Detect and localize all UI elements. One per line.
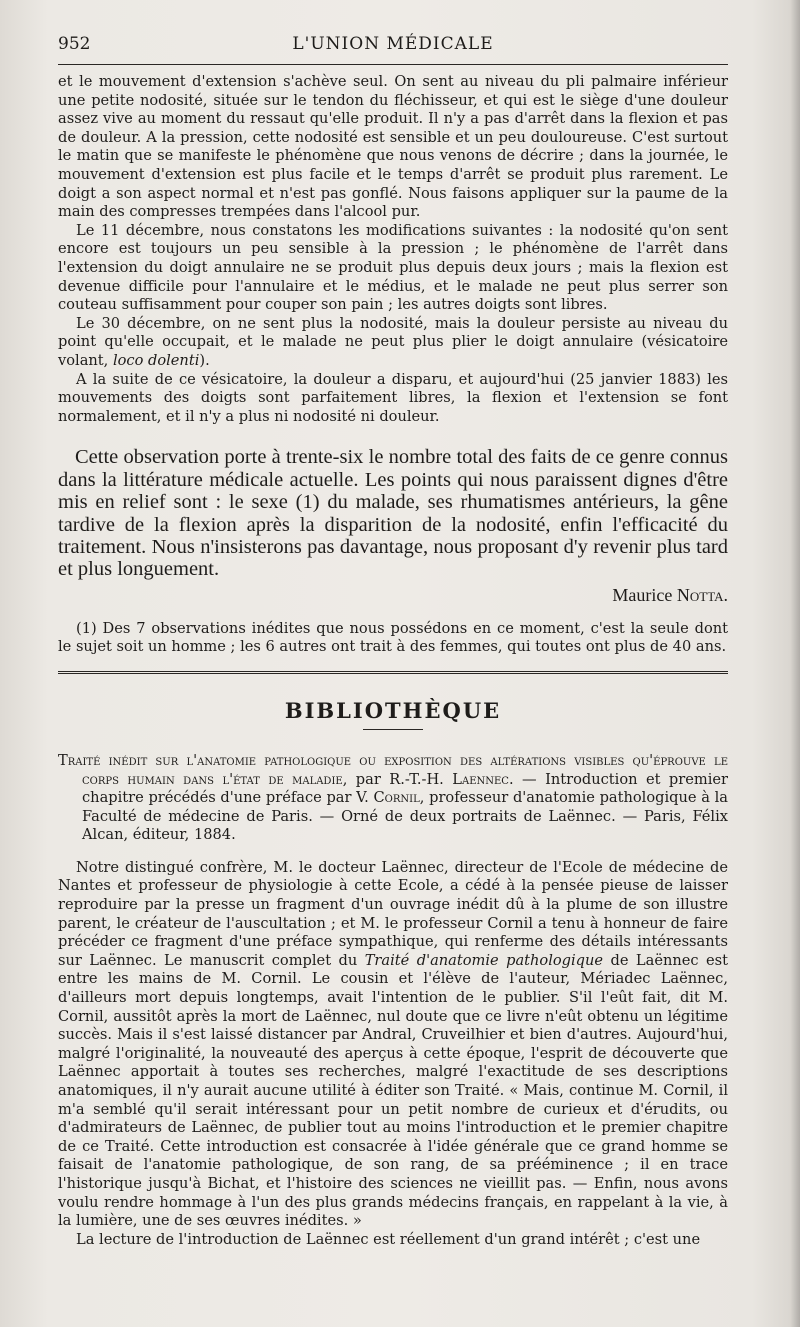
article-paragraph-3-end: ). (199, 351, 210, 369)
header-rule (58, 64, 728, 65)
review-text-start: Notre distingué confrère, M. le docteur Laënnec, directeur de l'Ecole de médecine de Nantes et professeur de physiologie à cette Ecole, a cédé à la pensée pieuse de laisser reproduire par la presse un fragment d'un ouvrage inédit dû à la plume de son illustre parent, le créateur de l'auscultation ; et M. le professeur Cornil a tenu à honneur de faire précéder ce fragment d'une préface sympathique, qui renferme des détails intéressants sur Laënnec. Le manuscrit complet du (58, 858, 728, 969)
reference-prefacer: Cornil (373, 789, 420, 807)
section-title: BIBLIOTHÈQUE (284, 697, 502, 723)
bibliotheque-section (58, 698, 728, 1249)
section-title-underline (363, 729, 423, 730)
author-first-name: Maurice (612, 584, 677, 605)
reference-author: Laennec (452, 770, 509, 788)
author-last-name: Notta. (676, 584, 728, 605)
conclusion-paragraph: Cette observation porte à trente-six le nombre total des faits de ce genre connus dans la littérature médicale actuelle. Les points qui nous paraissent dignes d'être mis en relief sont : le sexe (1) du malade, ses rhumatismes antérieurs, la gêne tardive de la flexion après la disparition de la nodosité, enfin l'efficacité du traitement. Nous n'insisterons pas davantage, nous proposant d'y revenir plus tard et plus longuement. (58, 446, 728, 581)
article-paragraph-4: A la suite de ce vésicatoire, la douleur a disparu, et aujourd'hui (25 janvier 1883) les mouvements des doigts sont parfaitement libres, la flexion et l'extension se font normalement, et il n'y a plus ni nodosité ni douleur. (58, 370, 728, 425)
reference-title: Traité inédit sur l'anatomie pathologique ou exposition des altérations visibles qu'éprouve le corps humain dans l'état de maladie (58, 751, 728, 788)
page-header (58, 28, 728, 64)
page-number: 952 (58, 34, 91, 54)
reference-by: , par R.-T.-H. (342, 770, 453, 788)
footnote: (1) Des 7 observations inédites que nous possédons en ce moment, c'est la seule dont le sujet soit un homme ; les 6 autres ont trait à des femmes, qui toutes ont plus de 40 ans. (58, 619, 728, 656)
review-last-line: La lecture de l'introduction de Laënnec est réellement d'un grand intérêt ; c'est une (76, 1230, 701, 1248)
review-text-rest: de Laënnec est entre les mains de M. Cornil. Le cousin et l'élève de l'auteur, Mériadec Laënnec, d'ailleurs mort depuis longtemps, avait l'intention de le publier. S'il l'eût fait, dit M. Cornil, aussitôt après la mort de Laënnec, nul doute que ce livre n'eût obtenu un légitime succès. Mais il s'est laissé distancer par Andral, Cruveilhier et bien d'autres. Aujourd'hui, malgré l'originalité, la nouveauté des aperçus à cette époque, l'esprit de découverte que Laënnec apportait à toutes ses recherches, malgré l'exactitude de ses descriptions anatomiques, il n'y aurait aucune utilité à éditer son Traité. « Mais, continue M. Cornil, il m'a semblé qu'il serait intéressant pour un petit nombre de curieux et d'érudits, ou d'admirateurs de Laënnec, de publier tout au moins l'introduction et le premier chapitre de ce Traité. Cette introduction est consacrée à l'idée générale que ce grand homme se faisait de l'anatomie pathologique, de son rang, de sa prééminence ; il en trace l'historique jusqu'à Bichat, et l'histoire des sciences ne vieillit pas. — Enfin, nous avons voulu rendre hommage à l'un des plus grands médecins français, en rappelant à la vie, à la lumière, une de ses œuvres inédites. » (58, 951, 729, 1230)
article-paragraph-3 (58, 315, 728, 371)
review-paragraph (58, 859, 728, 1231)
article-paragraph-2: Le 11 décembre, nous constatons les modifications suivantes : la nodosité qu'on sent encore est toujours un peu sensible à la pression ; le phénomène de l'arrêt dans l'extension du doigt annulaire ne se produit plus depuis deux jours ; mais la flexion est devenue difficile pour l'annulaire et le médius, et le malade ne peut plus serrer son couteau suffisamment pour couper son pain ; les autres doigts sont libres. (58, 221, 728, 314)
article-body (58, 73, 728, 657)
reference-details: . — Introduction et premier chapitre précédés d'une préface par V. (82, 770, 728, 807)
page-edge-shadow (790, 0, 800, 1327)
bibliographic-reference (58, 752, 728, 845)
article-paragraph-3-italic: loco dolenti (112, 351, 200, 369)
running-title: L'UNION MÉDICALE (292, 34, 494, 54)
article-paragraph-1: et le mouvement d'extension s'achève seul. On sent au niveau du pli palmaire inférieur une petite nodosité, située sur le tendon du fléchisseur, et qui est le siège d'une douleur assez vive au moment du ressaut qu'elle produit. Il n'y a pas d'arrêt dans la flexion et pas de douleur. A la pression, cette nodosité est sensible et un peu douloureuse. C'est surtout le matin que se manifeste le phénomène que nous venons de décrire ; dans la journée, le mouvement d'extension est plus facile et le temps d'arrêt se produit plus rarement. Le doigt a son aspect normal et n'est pas gonflé. Nous faisons appliquer sur la paume de la main des compresses trempées dans l'alcool pur. (58, 73, 728, 221)
review-italic-title: Traité d'anatomie pathologique (364, 951, 604, 969)
section-divider (58, 671, 728, 674)
article-paragraph-3-text: Le 30 décembre, on ne sent plus la nodosité, mais la douleur persiste au niveau du point qu'elle occupait, et le malade ne peut plus plier le doigt annulaire (vésicatoire volant, (58, 314, 728, 369)
author-signature (58, 585, 728, 606)
reference-publication: , professeur d'anatomie pathologique à la Faculté de médecine de Paris. — Orné de deux portraits de Laënnec. — Paris, Félix Alcan, éditeur, 1884. (82, 789, 728, 844)
